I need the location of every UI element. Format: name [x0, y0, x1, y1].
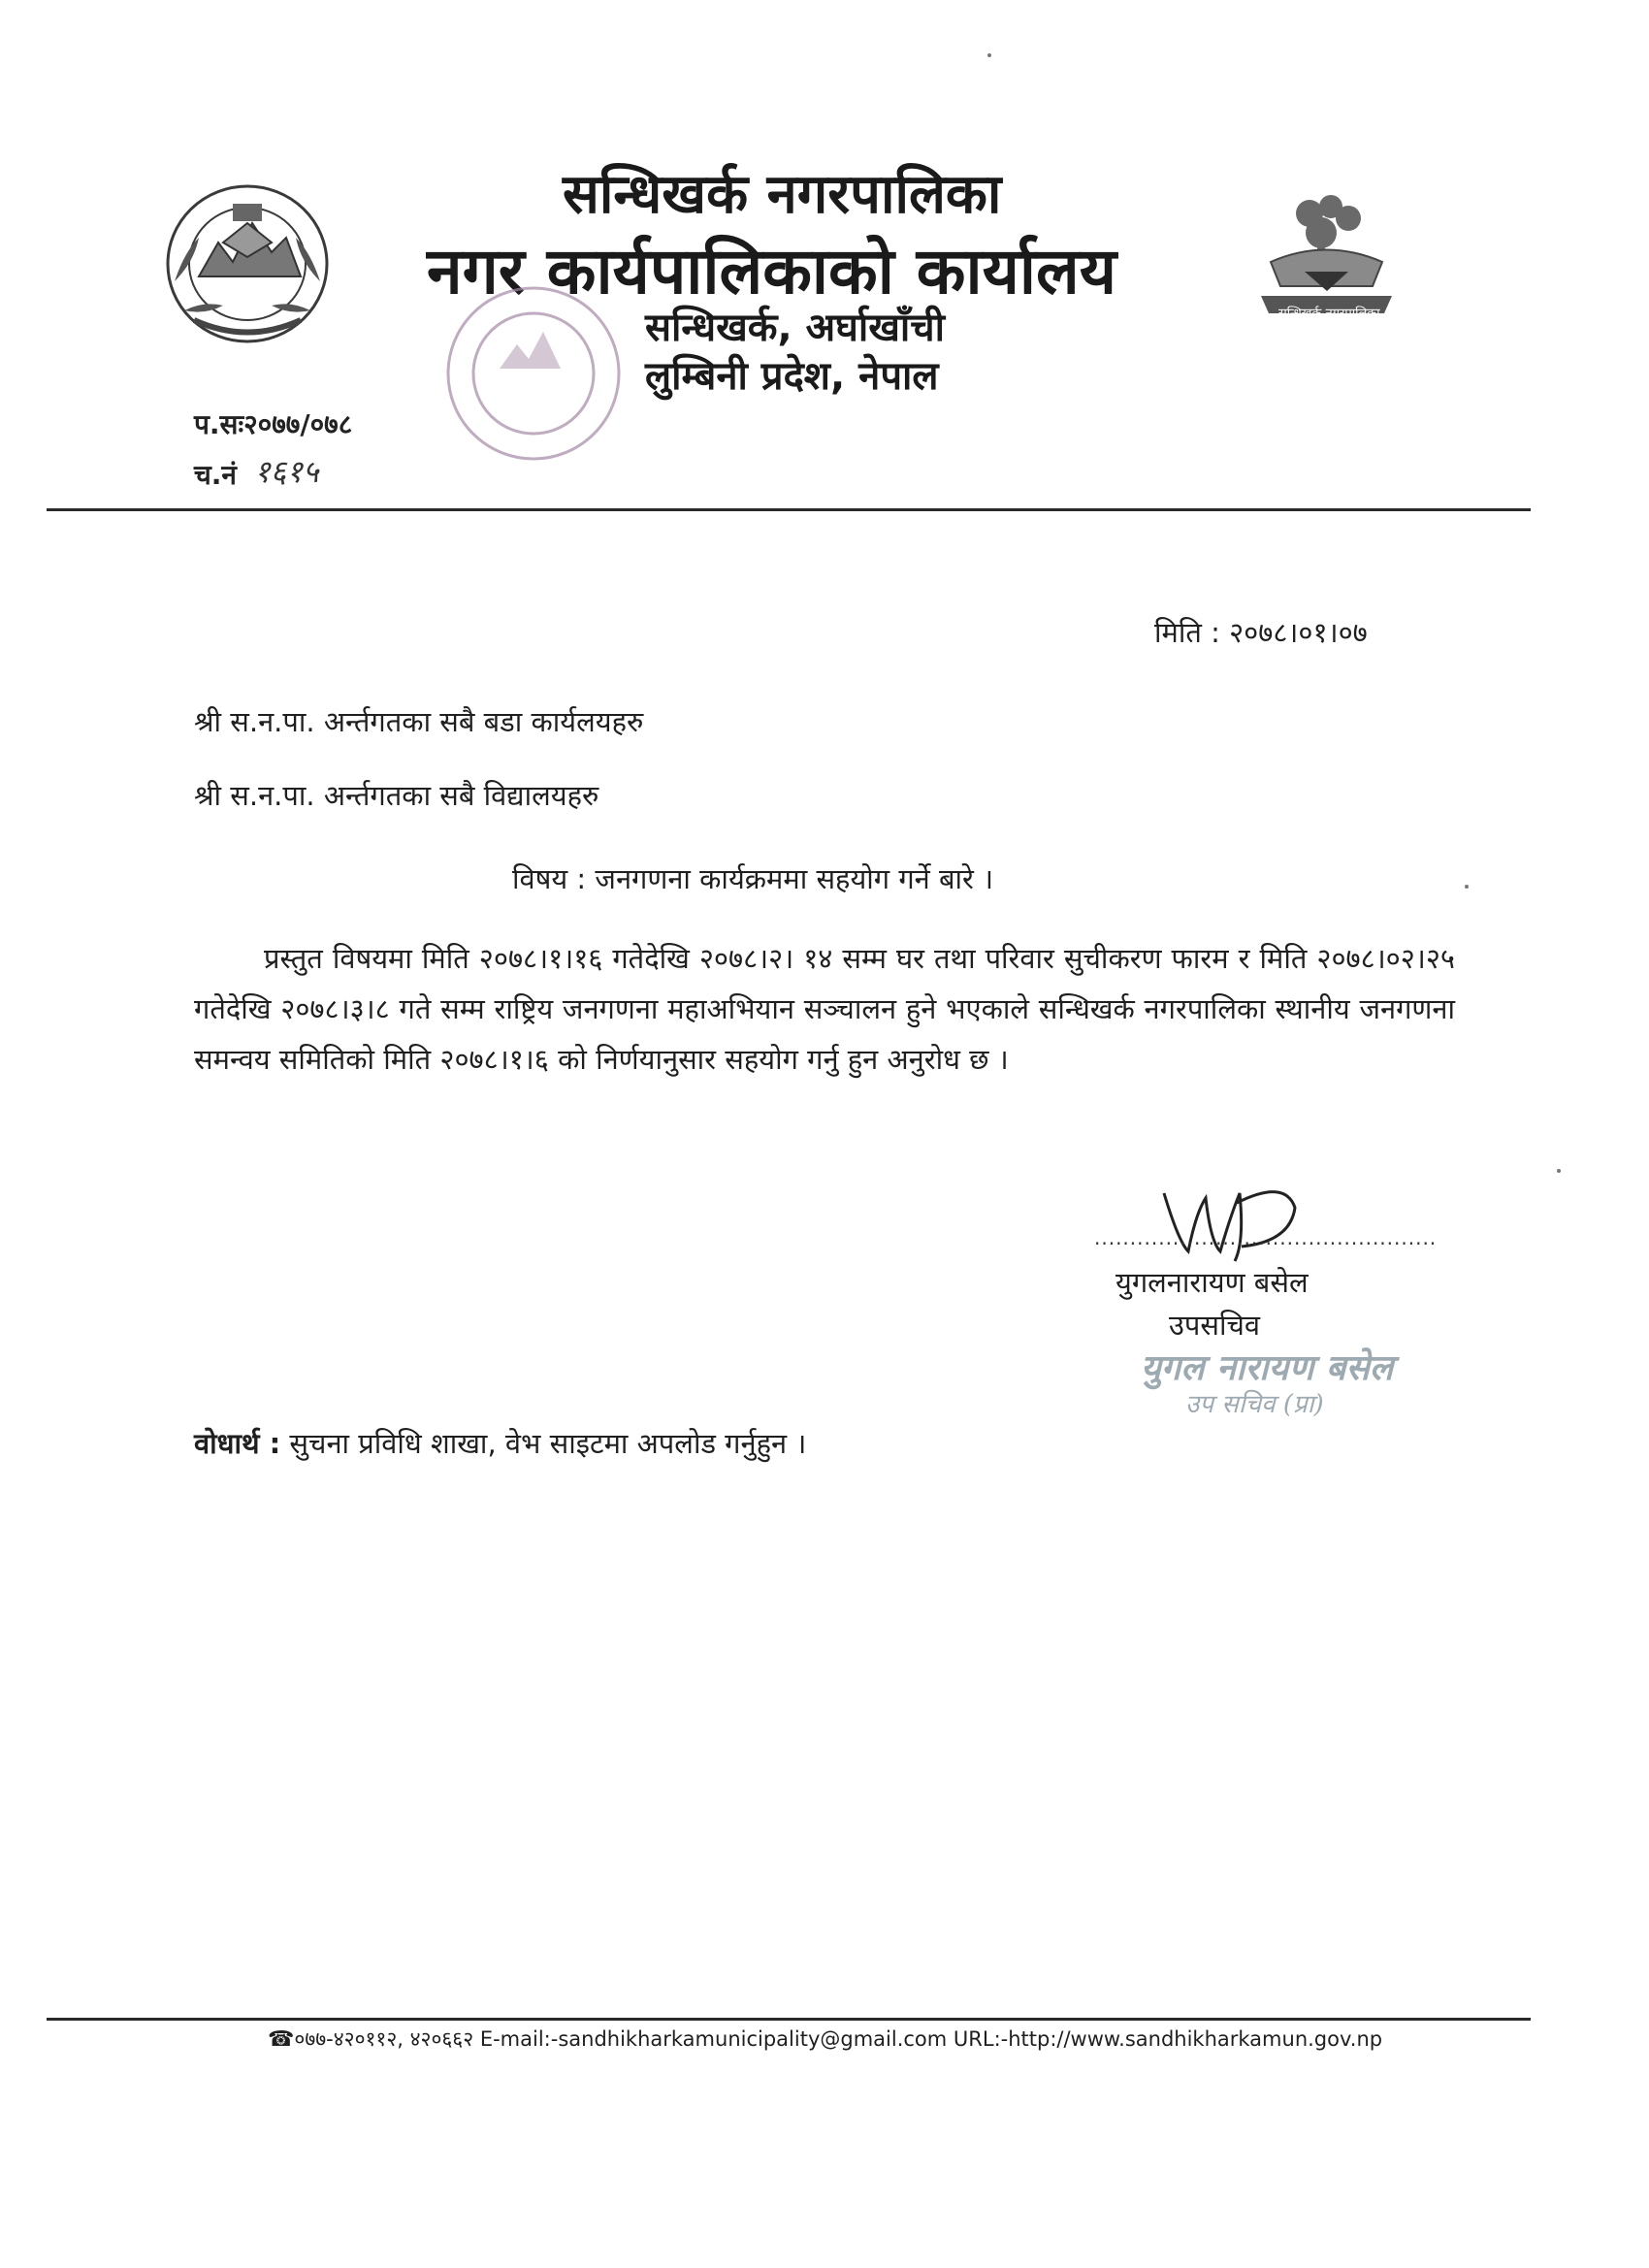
- signature-line: ................................................: [1094, 1226, 1438, 1249]
- location-line-1: सन्धिखर्क, अर्घाखाँची: [645, 306, 946, 350]
- footer-divider: [47, 2018, 1531, 2021]
- letter-body: प्रस्तुत विषयमा मिति २०७८।१।१६ गतेदेखि २०७८।२। १४ सम्म घर तथा परिवार सुचीकरण फारम र मिति २०७८।०२।२५ गतेदेखि २०७८।३।८ गते सम्म राष्ट्रिय जनगणना महाअभियान सञ्चालन हुने भएकाले सन्धिखर्क नगरपालिका स्थानीय जनगणना समन्वय समितिको मिति २०७८।१।६ को निर्णयानुसार सहयोग गर्नु हुन अनुरोध छ ।: [194, 942, 1455, 1076]
- signatory-stamp-name: युगल नारायण बसेल: [1141, 1347, 1394, 1388]
- cc-text: सुचना प्रविधि शाखा, वेभ साइटमा अपलोड गर्नुहुन ।: [280, 1427, 807, 1460]
- dispatch-number-handwritten: १६१५: [254, 453, 319, 490]
- cc-line: [194, 1424, 806, 1462]
- scan-speckle: [987, 53, 991, 57]
- signatory-stamp-title: उप सचिव (प्रा): [1185, 1390, 1324, 1419]
- cc-label: वोधार्थ :: [194, 1427, 281, 1460]
- recipient-schools: श्री स.न.पा. अर्न्तगतका सबै विद्यालयहरु: [194, 779, 599, 812]
- signatory-name: युगलनारायण बसेल: [1116, 1266, 1309, 1299]
- handwritten-signature: [1154, 1164, 1319, 1271]
- footer-contact: [268, 2025, 1382, 2053]
- office-name: नगर कार्यपालिकाको कार्यालय: [427, 234, 1116, 308]
- letter-subject: विषय : जनगणना कार्यक्रममा सहयोग गर्ने बारे ।: [512, 862, 994, 895]
- office-seal-stamp: [436, 276, 630, 470]
- footer-phone: ०७७-४२०११२, ४२०६६२: [294, 2027, 474, 2051]
- dispatch-number-label: च.नं: [194, 459, 237, 491]
- footer-url[interactable]: URL:-http://www.sandhikharkamun.gov.np: [953, 2027, 1383, 2051]
- header-divider: [47, 508, 1531, 511]
- recipient-ward-offices: श्री स.न.पा. अर्न्तगतका सबै बडा कार्यलयहरु: [194, 705, 644, 738]
- scan-speckle: [1465, 885, 1469, 889]
- right-emblem-caption: सन्धिखर्क नगरपालिका: [1278, 307, 1380, 321]
- letter-date: मिति : २०७८।०१।०७: [1154, 616, 1368, 649]
- municipality-name: सन्धिखर्क नगरपालिका: [563, 163, 1002, 226]
- scan-speckle: [1557, 1169, 1561, 1173]
- nepal-coat-of-arms-icon: [155, 175, 340, 354]
- signatory-title: उपसचिव: [1169, 1309, 1261, 1342]
- footer-email[interactable]: E-mail:-sandhikharkamunicipality@gmail.com: [479, 2027, 948, 2051]
- letter-number: प.सः२०७७/०७८: [194, 408, 353, 440]
- location-line-2: लुम्बिनी प्रदेश, नेपाल: [645, 354, 939, 399]
- telephone-icon: ☎: [268, 2027, 295, 2052]
